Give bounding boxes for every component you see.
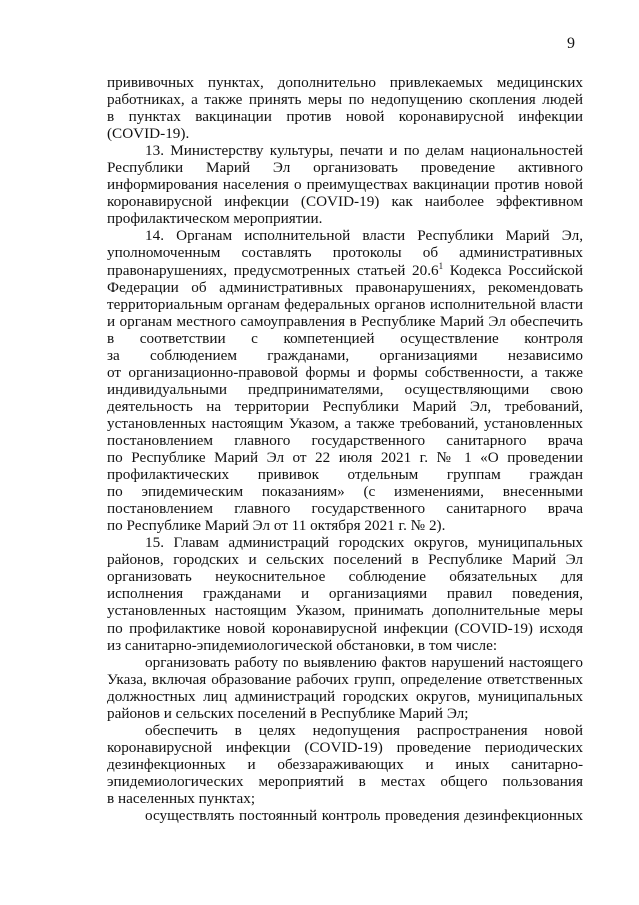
text-line-content: прививочных пунктах, дополнительно привлекаемых медицинских [107,74,583,91]
text-line-content: районов, городских и сельских поселений в Республике Марий Эл [107,551,583,569]
text-line-content: от организационно-правовой формы и формы собственности, а также [107,363,583,381]
text-line [107,347,583,364]
text-line-content: установленных настоящим Указом, принимать дополнительные меры [107,602,583,620]
text-line [107,108,583,125]
text-line-content: (COVID-19). [107,125,190,143]
text-line-content: правонарушениях, предусмотренных статьей 20.6 [107,261,439,279]
text-line-content: районов и сельских поселений в Республике Марий Эл; [107,704,469,722]
text-line-content: 15. Главам администраций городских округов, муниципальных [145,534,583,552]
text-line [107,568,583,585]
text-line [107,756,583,773]
text-line [107,125,583,142]
text-line [107,74,583,91]
text-line [107,466,583,483]
text-line [107,551,583,568]
text-line-content: индивидуальными предпринимателями, осуществляющими свою [107,380,583,398]
text-line [107,262,583,279]
text-line-content: коронавирусной инфекции (COVID-19) проведение периодических [107,738,583,756]
text-line-content: организовать работу по выявлению фактов нарушений настоящего [145,653,583,671]
text-line [107,296,583,313]
text-line [107,415,583,432]
text-line-content: за соблюдением гражданами, организациями независимо [107,346,583,364]
text-line-content: дезинфекционных и обеззараживающих и иных санитарно- [107,755,583,773]
text-line-content: в соответствии с компетенцией осуществление контроля [107,329,583,347]
text-line-content: по Республике Марий Эл от 11 октября 2021 г. № 2). [107,517,446,535]
text-line-content: должностных лиц администраций городских округов, муниципальных [107,687,583,705]
text-line-content: обеспечить в целях недопущения распространения новой [145,721,583,739]
text-line-content: организовать неукоснительное соблюдение обязательных для [107,568,583,586]
text-line [107,688,583,705]
text-line [107,722,583,739]
text-line [107,807,583,824]
text-line-content: Указа, включая образование рабочих групп, определение ответственных [107,670,583,688]
text-line [107,381,583,398]
text-line [107,159,583,176]
text-line [107,449,583,466]
text-line-content: в населенных пунктах; [107,789,256,807]
text-line-content: по профилактике новой коронавирусной инфекции (COVID-19) исходя [107,619,583,637]
text-line-content: коронавирусной инфекции (COVID-19) как наиболее эффективном [107,193,583,211]
text-line-content: Республики Марий Эл организовать проведение активного [107,159,583,177]
text-line-content: установленных настоящим Указом, а также требований, установленных [107,414,583,432]
text-line-content: 13. Министерству культуры, печати и по делам национальностей [145,142,583,160]
text-line [107,790,583,807]
text-line [107,739,583,756]
text-line [107,517,583,534]
text-line-continuation: Кодекса Российской [443,261,583,279]
text-line-content: в пунктах вакцинации против новой коронавирусной инфекции [107,108,583,126]
text-line [107,602,583,619]
text-line [107,671,583,688]
text-line [107,585,583,602]
text-line [107,244,583,261]
text-line [107,313,583,330]
text-line [107,279,583,296]
text-line-content: работниках, а также принять меры по недопущению скопления людей [107,91,583,109]
text-line [107,432,583,449]
text-line-content: территориальным органам федеральных органов исполнительной власти [107,295,583,313]
text-line-content: уполномоченным составлять протоколы об административных [107,244,583,262]
text-line [107,654,583,671]
text-line-content: 14. Органам исполнительной власти Республики Марий Эл, [145,227,583,245]
text-line [107,705,583,722]
text-line [107,483,583,500]
text-line-content: профилактических прививок отдельным группам граждан [107,466,583,484]
text-line-content: и органам местного самоуправления в Республике Марий Эл обеспечить [107,312,583,330]
text-line-content: профилактическом мероприятии. [107,210,323,228]
text-line-content: по эпидемическим показаниям» (с изменениями, внесенными [107,483,583,501]
text-line [107,193,583,210]
text-line-content: информирования населения о преимуществах вакцинации против новой [107,176,583,194]
text-line [107,176,583,193]
text-line-content: постановлением главного государственного санитарного врача [107,431,583,449]
text-line [107,500,583,517]
footnote-superscript: 1 [438,260,444,271]
text-line [107,773,583,790]
text-line [107,364,583,381]
text-line [107,210,583,227]
text-line [107,227,583,244]
text-line-content: эпидемиологических мероприятий в местах общего пользования [107,772,583,790]
text-line [107,330,583,347]
text-line-content: постановлением главного государственного санитарного врача [107,500,583,518]
text-line-content: осуществлять постоянный контроль проведения дезинфекционных [145,807,583,825]
text-line [107,142,583,159]
text-line [107,637,583,654]
text-line-content: деятельность на территории Республики Марий Эл, требований, [107,397,583,415]
page-number: 9 [567,35,575,52]
text-line [107,534,583,551]
text-line-content: Федерации об административных правонарушениях, рекомендовать [107,278,583,296]
text-line [107,620,583,637]
document-body [107,74,583,824]
text-line-content: по Республике Марий Эл от 22 июля 2021 г. № 1 «О проведении [107,449,583,467]
text-line [107,398,583,415]
text-line-content: исполнения гражданами и организациями правил поведения, [107,585,583,603]
text-line [107,91,583,108]
text-line-content: из санитарно-эпидемиологической обстановки, в том числе: [107,636,498,654]
